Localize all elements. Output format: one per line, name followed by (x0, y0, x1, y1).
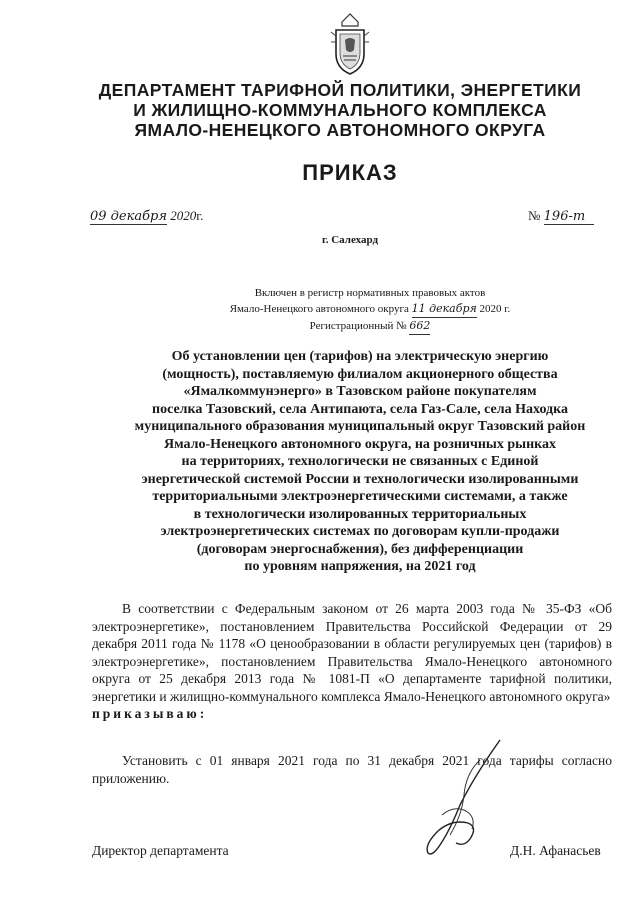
register-number-label: Регистрационный № (309, 320, 407, 332)
register-line1: Включен в регистр нормативных правовых актов (254, 287, 486, 299)
register-number-handwritten: 662 (409, 318, 430, 335)
operative-paragraph: Установить с 01 января 2021 года по 31 декабря 2021 года тарифы согласно приложению. (92, 753, 612, 786)
decree-title-line: (мощность), поставляемую филиалом акционерного общества (162, 366, 558, 382)
register-line2-suffix: 2020 г. (479, 303, 511, 315)
preamble-paragraph: В соответствии с Федеральным законом от 26 марта 2003 года № 35-ФЗ «Об электроэнергетике», постановлением Правительства Российской Федерации от 29 декабря 2011 года № 1178 «О ценообразовании в области регулируемых цен (тарифов) в электроэнергетике», постановлением Правительства Ямало-Ненецкого автономного округа от 25 декабря 2013 года № 1081-П «О департаменте тарифной политики, энергетики и жилищно-коммунального комплекса Ямало-Ненецкого автономного округа» (92, 601, 612, 704)
handwritten-signature (380, 735, 520, 865)
register-line3 (190, 318, 550, 335)
order-number (528, 208, 594, 225)
preamble (92, 600, 612, 723)
header-line: И ЖИЛИЩНО-КОММУНАЛЬНОГО КОМПЛЕКСА (133, 100, 547, 120)
number-prefix: № (528, 208, 541, 223)
decree-title-line: в технологически изолированных территориальных (193, 506, 527, 522)
date-suffix: г. (196, 208, 204, 223)
decree-title (70, 348, 640, 576)
decree-title-line: энергетической системой России и технологически изолированными (141, 471, 579, 487)
decree-title-line: по уровням напряжения, на 2021 год (244, 559, 476, 574)
decree-title-line: Об установлении цен (тарифов) на электрическую энергию (171, 349, 549, 364)
date-year: 2020 (170, 208, 197, 223)
order-title: ПРИКАЗ (302, 160, 398, 185)
decree-title-line: муниципального образования муниципальный округ Тазовский район (134, 419, 586, 434)
decree-title-line: «Ямалкоммунэнерго» в Тазовском районе покупателям (183, 384, 537, 399)
city: г. Салехард (321, 234, 379, 246)
order-date (90, 208, 203, 225)
date-handwritten: 09 декабря (90, 209, 167, 224)
header-line: ЯМАЛО-НЕНЕЦКОГО АВТОНОМНОГО ОКРУГА (134, 120, 546, 140)
decree-title-line: Ямало-Ненецкого автономного округа, на розничных рынках (163, 436, 556, 452)
decree-title-line: (договорам энергоснабжения), без дифференциации (196, 541, 524, 557)
signer-role: Директор департамента (92, 843, 229, 858)
operative-clause (92, 752, 612, 788)
decree-title-line: электроэнергетических системах по договорам купли-продажи (160, 524, 560, 539)
decree-title-line: территориальными электроэнергетическими системами, а также (152, 489, 568, 504)
register-line2 (190, 301, 550, 318)
decree-title-line: поселка Тазовский, села Антипаюта, села Газ-Сале, села Находка (152, 401, 568, 417)
register-date-handwritten: 11 декабря (412, 301, 477, 318)
register-note (190, 285, 550, 335)
order-word: приказываю: (92, 706, 208, 721)
header-line: ДЕПАРТАМЕНТ ТАРИФНОЙ ПОЛИТИКИ, ЭНЕРГЕТИКИ (98, 80, 582, 100)
register-line2-prefix: Ямало-Ненецкого автономного округа (229, 303, 409, 315)
coat-of-arms-emblem (328, 12, 372, 76)
signer-name: Д.Н. Афанасьев (510, 843, 601, 858)
number-handwritten: 196-т (544, 209, 594, 225)
decree-title-line: на территориях, технологически не связанных с Единой (181, 454, 539, 469)
department-header (60, 80, 620, 140)
